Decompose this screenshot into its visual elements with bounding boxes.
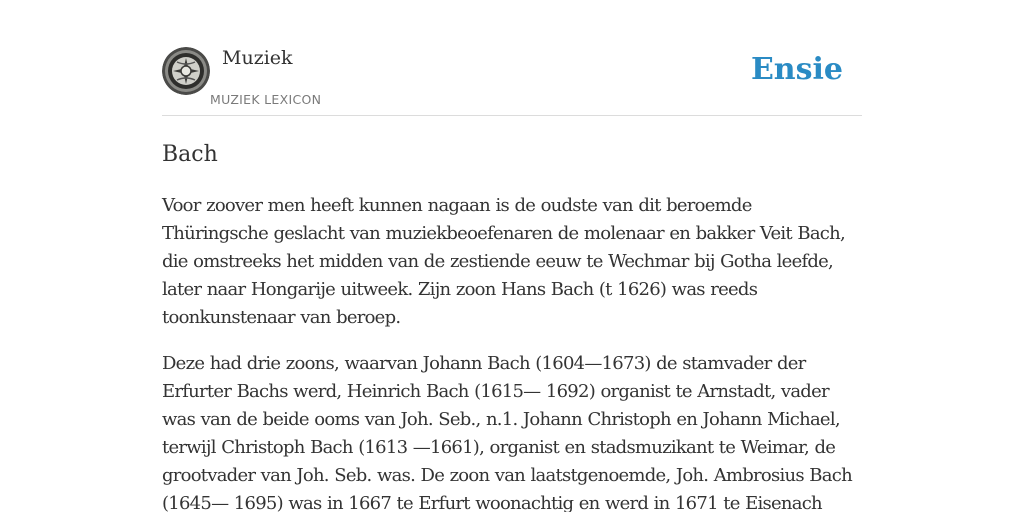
music-emblem-icon[interactable] <box>162 47 210 95</box>
site-name-link[interactable]: Muziek <box>222 47 293 69</box>
page <box>162 0 862 512</box>
article-paragraph: Deze had drie zoons, waarvan Johann Bach (1604—1673) de stamvader der Erfurter Bachs werd, Heinrich Bach (1615— 1692) organist te Arnstadt, vader was van de beide ooms van Joh. Seb., n.1. Johann Christoph en Johann Michael, terwijl Christoph Bach (1613 —1661), organist en stadsmuzikant te Weimar, de grootvader van Joh. Seb. was. De zoon van laatstgenoemde, Joh. Ambrosius Bach (1645— 1695) was in 1667 te Erfurt woonachtig en werd in 1671 te Eisenach <box>162 353 852 512</box>
brand-logo-link[interactable]: Ensie <box>750 52 843 87</box>
site-subtitle: MUZIEK LEXICON <box>210 92 322 107</box>
page-title: Bach <box>162 142 218 167</box>
header <box>162 0 862 116</box>
avatar-emblem-graphic <box>162 47 210 95</box>
article-paragraph: Voor zoover men heeft kunnen nagaan is de oudste van dit beroemde Thüringsche geslacht van muziekbeoefenaren de molenaar en bakker Veit Bach, die omstreeks het midden van de zestiende eeuw te Wechmar bij Gotha leefde, later naar Hongarije uitweek. Zijn zoon Hans Bach (t 1626) was reeds toonkunstenaar van beroep. <box>162 195 845 328</box>
article-body <box>162 192 862 512</box>
